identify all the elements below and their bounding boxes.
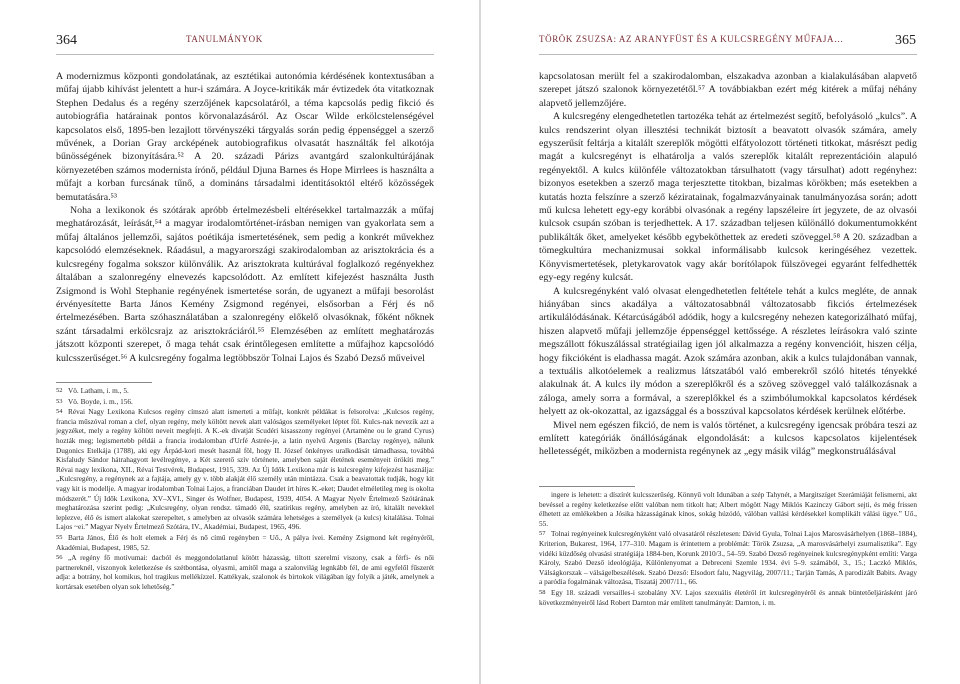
body-text <box>539 70 917 459</box>
footnotes <box>56 386 434 592</box>
left-page <box>0 0 479 684</box>
footnote-rule <box>56 382 152 383</box>
footnote: 53 Vö. Boyde, i. m., 156. <box>56 396 133 406</box>
header-rule <box>56 54 434 55</box>
body-text <box>56 70 434 365</box>
paragraph: A kulcsregény elengedhetetlen tartozéka tehát az értelmezést segítő, befolyásoló „kulcs”. A kulcs rendszerint olyan illesztési technikát biztosít a beavatott olvasók számára, amely egyszerűsít feltárja a kitalált szereplők mögötti elfátyolozott történeti titkokat, másrészt pedig magát a kulcsregényt is elhatárolja a valós szereplők kitalált reprezentációin alapuló regényektől. A kulcs különféle változatokban társulhatott (vagy társulhat) adott regényhez: bizonyos esetekben a szerző maga terjesztette titokban, bizalmas körökben; más esetekben a kutatás hozta felszínre a szerző kéziratainak, fogalmazványainak tanulmányozása során; adott mű kulcsa lehetett egy-egy korábbi olvasónak a regény lapszéleire írt jegyzete, de az olvasói kulcsok csupán szóban is terjedhettek. A 17. században teljesen különálló dokumentumokként publikálták őket, amelyeket később egybeköthettek az eredeti szöveggel.⁵⁸ A 20. században a tömegkultúra mechanizmusai sokkal informálisabb kulcsok keringéséhez vezettek. Könyvismertetések, pletykarovatok vagy akár borítólapok fülszövegei egyaránt felfedhették egy-egy regény kulcsát. <box>539 111 917 284</box>
paragraph: kapcsolatosan merült fel a szakirodalomban, elszakadva azonban a kialakulásában alapvető szerepet játszó szalonok környezetétől.⁵⁷ A továbbiakban ezért még kitérek a műfaj néhány alapvető jellemzőjére. <box>539 71 917 109</box>
right-page <box>481 0 960 684</box>
footnote: 55 Barta János, Élő és holt elemek a Férj és nő című regényben = Uő., A pálya ívei. Kemény Zsigmond két regényéről, Akadémiai, Budapest, 1985, 52. <box>56 532 434 552</box>
running-head: TANULMÁNYOK <box>186 34 263 44</box>
footnote: 52 Vö. Latham, i. m., 5. <box>56 386 129 395</box>
footnote: 57 Tolnai regényeinek kulcsregényként való olvasatáról részletesen: Dávid Gyula, Tolnai Lajos Marosvásárhelyen (1868–1884), Kriterion, Bukarest, 1964, 177–310. Magam is érintettem a problémát: Török Zsuzsa, „A marosvásárhelyi zsurnalisztika”. Egy vidéki küzdőség olvasási stratégiája 1884-ben, Korunk 2010/3., 54–59. Szabó Dezső regényeinek kulcsregénypként említi: Varga Károly, Szabó Dezső ideológiája, Különlenyomat a Debreceni Szemle 1934. évi 5–9. számából, 3., 15.; Laczkó Miklós, Válságkorszak – válságelbeszélések. Szabó Dezső: Elsodort falu, Nagyvilág, 2007/11.; Tarján Tamás, A parodizált Babits. Avagy a paródia fogalmának változása, Tiszatáj 2007/11., 66. <box>539 529 917 587</box>
running-head: TÖRÖK ZSUZSA: AZ ARANYFÜST ÉS A KULCSREGÉNY MŰFAJA… <box>539 34 844 44</box>
footnotes <box>539 490 917 608</box>
footnote-rule <box>539 486 635 487</box>
page-number: 365 <box>895 33 916 48</box>
footnote: 54 Révai Nagy Lexikona Kulcsos regény címszó alatt ismerteti a műfajt, konkrét példákat is felsorolva: „Kulcsos regény, francia műszóval roman a clef, olyan regény, mely költött nevek alatt valóságos személyeket léptet föl. Kulcs-nak nevezik azt a jegyzéket, mely a regény költött neveit megfejti. A K.-ek divatját Scudéri kisasszony regényei (Artamène ou le grand Cyrus) hozták meg; legismertebb példái a francia irodalomban d'Urfé Astrée-je, a latin nyelvű Argenis (Barclay regénye), nálunk Dugonics Etelkája (1788), aki egy Árpád-kori mesét használ föl, hogy II. József önkényes uralkodását támadhassa, továbbá Kisfaludy Sándor hátrahagyott levélregénye, a Két szerető szív története, amelyben saját életének eseményeit örökíti meg.” Révai nagy lexikona, XII., Révai Testvérek, Budapest, 1915, 339. Az Új Idők Lexikona már is kulcsregény kifejezést használja: „Kulcsregény, a regénynek az a fajtája, amely gy v. több alakját élő személy után mintázza. Csak a beavatottak tudják, hogy kit vagy kit is modellje. A magyar irodalomban Tolnai Lajos, a franciában Daudet írt híres K.-eket; Daudet elméletileg meg is okolta módszerét.” Új Idők Lexikona, XV–XVI., Singer és Wolfner, Budapest, 1939, 4054. A Magyar Nyelv Értelmező Szótárának meghatározása szerint pedig: „Kulcsregény, olyan rendsz. támadó élű, szatirikus regény, amelyben az író, kitalált nevekkel leplezve, élő és ismert alakokat szerepeltet, s amelyben az olvasók számára lehetséges a személyek (a kulcs) kitalálása. Tolnai Lajos ~ei.” Magyar Nyelv Értelmező Szótára, IV., Akadémiai, Budapest, 1965, 496. <box>56 407 434 532</box>
footnote: ingere is lehetett: a díszírét kulcsszerűség. Könnyű volt Idunában a szép Tahynét, a Margitszíget Szerámiáját felismerni, akt bevéssel a regény keletkezése előtt valóban nem titkolt hat; Albert mögött Nagy Miklós Kazinczy Gábort sejti, és még frissen élhetett az emlékekben a Jósika házasságának kínos, sokág húzódó, válóban vallási kérdésekkel komplikált válási ügye.” Uő., 55. <box>539 490 917 528</box>
paragraph: Mivel nem egészen fikció, de nem is valós történet, a kulcsregény igencsak próbára teszi az említett kategóriák önállóságának elgondolását: a kulcsos kapcsolatos kijelentések helletességét, miközben a modernista regénynek az „egy másik világ” megkonstruálásával <box>539 419 917 458</box>
paragraph: A modernizmus központi gondolatának, az esztétikai autonómia kérdésének kontextusában a műfaj újabb kihívást jelentett a hur-i számára. A Joyce-kritikák már évtizedek óta vitatkoznak Stephen Dedalus és a regény szerzőjének kapcsolatáról, a téma kapcsolás pedig fikció és autobiográfia határainak pontos körvonalazásáról. Az Oscar Wilde erkölcstelenségével kapcsolatos első, 1895-ben lezajlott törvényszéki tárgyalás során pedig éppenséggel a szerző művének, a Dorian Gray arcképének autobiografikus olvasatát használták fel alkotója bűnösségének bizonyítására.⁵² A 20. századi Párizs avantgárd szalonkultúrájának környezetében számos modernista írónő, például Djuna Barnes és Hope Mirrlees is használta a műfajt a korban furcsának tűnő, a domináns társadalmi identitásoktól eltérő közösségek bemutatására.⁵³ <box>56 71 434 203</box>
paragraph: A kulcsregényként való olvasat elengedhetetlen feltétele tehát a kulcs megléte, de annak hiányában sincs akadálya a változatosabbnál változatosabb fikciós értelmezések artikulálódásának. Kétarcúságából adódik, hogy a kulcsregény nehezen kategorizálható műfaj, hiszen alapvető műfaji jellemzője éppenséggel kettőssége. A részletes leírásokra való szinte megszállott fókuszálással stratégiailag igen jól alkalmazza a regény konvencióit, hiszen célja, hogy fikcióként is eladhassa magát. Azok számára azonban, akik a kulcs tulajdonában vannak, a textuális alkotóelemek a realizmus látszatából való emberekről szóló hitetés tényekké alakulnak át. A kulcs ily módon a szereplőkről és a szöveg szöveggel való találkozásnak a záloga, amely sorra a formával, a szereplőkkel és a szimbólumokkal kapcsolatos kérdések helyett az ok-okozattal, az igazsággal és a bosszúval kapcsolatos kérdések kerülnek előtérbe. <box>539 285 917 418</box>
footnote: 58 Egy 18. századi versailles-i szobalány XV. Lajos szexuális életéről írt kulcsregényéről és annak büntetőeljárásként járó következményeiről lásd Robert Darnton már említett tanulmányát: Darnton, i. m. <box>539 587 917 607</box>
footnote: 56 „A regény fő motívumai: dacból és meggondolatlanul kötött házasság, tiltott szerelmi viszony, csak a férfi- és női partnereknél, viszonyok keletkezése és szétbontása, olyasmi, amitől maga a szalonvilág legnkább fél, de ami egyfelől fűszerét adja: a botrány, hol komikus, hol tragikus mellékízzel. Kattékyak, szalonok és birtokok világában így folyik a játék, amelynek a kortársak esetében olyan sok lehetőség.” <box>56 553 434 591</box>
paragraph: Noha a lexikonok és szótárak apróbb értelmezésbeli eltérésekkel tartalmazzák a műfaj meghatározását, leírását,⁵⁴ a magyar irodalomtörténet-írásban nemigen van gyakorlata sem a műfaj általános jellemzői, sajátos poétikája ismertetésének, sem pedig a konkrét művekhez kapcsolódó elemzéseknek. Ráadásul, a magyarországi szakirodalomban az arisztokrácia és a kulcsregény fogalma sokszor különválik. Az arisztokrata kultúrával foglalkozó regényekhez általában a szalonregény elnevezés kapcsolódott. Az említett kifejezést használta Justh Zsigmond is Wohl Stephanie regényének ismertetése során, de ugyanezt a műfaji besorolást érvényesítette Barta János Kemény Zsigmond regényei, elsősorban a Férj és nő értelmezésében. Barta szóhasználatában a szalonregény előkelő olvasóknak, főként nőknek szánt társadalmi erkölcsrajz az arisztokráciáról.⁵⁵ Elemzésében az említett meghatározás játszott központi szerepet, ő maga tehát csak érintőlegesen említette a műfajhoz kapcsolódó kulcsszerűséget.⁵⁶ A kulcsregény fogalma legtöbbször Tolnai Lajos és Szabó Dezső műveivel <box>56 205 434 364</box>
page-number: 364 <box>56 33 77 48</box>
header-rule <box>539 54 917 55</box>
